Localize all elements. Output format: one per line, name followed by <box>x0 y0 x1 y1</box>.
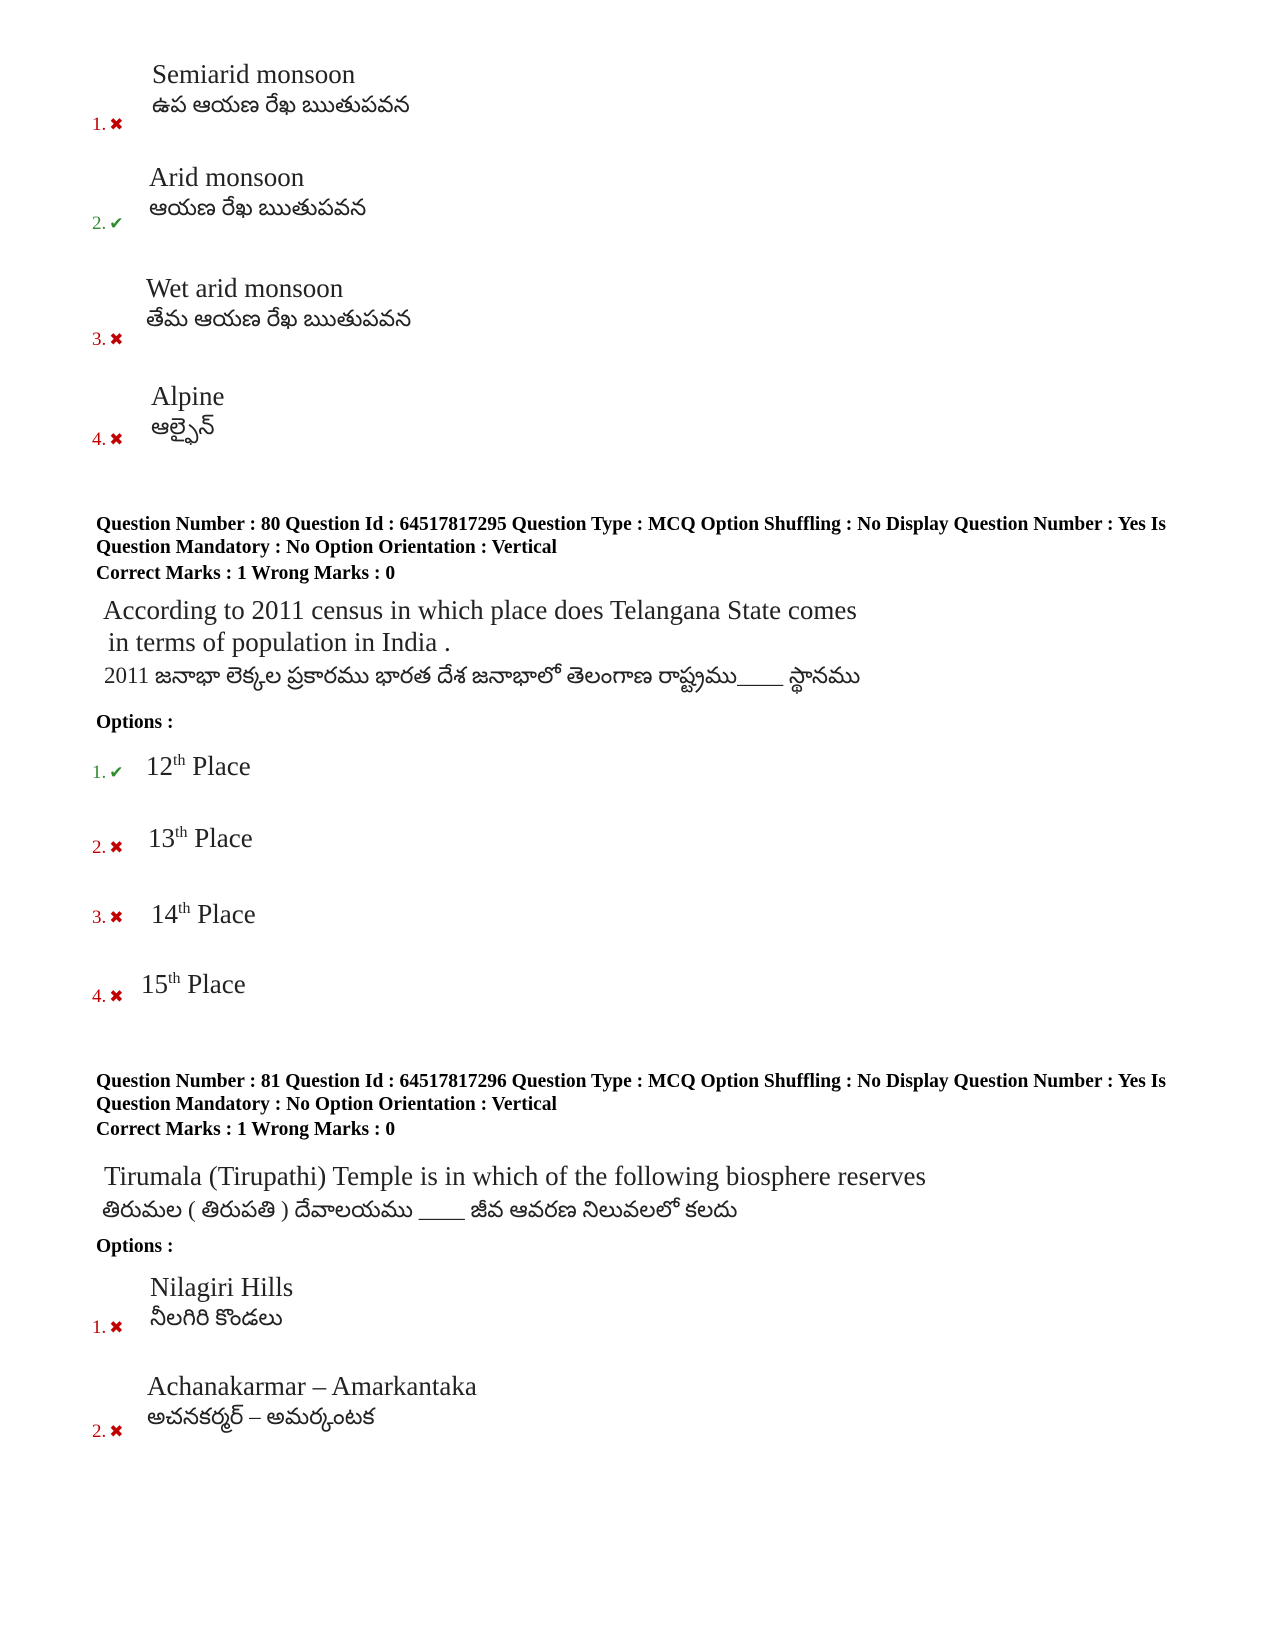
option-text-en: Semiarid monsoon <box>152 59 356 89</box>
option-number-value: 15 <box>141 969 168 999</box>
option-number: 1. <box>92 762 107 783</box>
question-text-en-line2: in terms of population in India . <box>108 627 451 657</box>
question-text-en-line1: Tirumala (Tirupathi) Temple is in which of the following biosphere reserves <box>104 1161 926 1191</box>
option-word: Place <box>192 751 251 781</box>
option-number: 2. <box>92 213 107 234</box>
option-word: Place <box>187 969 246 999</box>
option-text-en: Arid monsoon <box>149 162 305 192</box>
cross-icon: ✖ <box>109 330 124 349</box>
cross-icon: ✖ <box>109 987 124 1006</box>
question-text-te: తిరుమల ( తిరుపతి ) దేవాలయము ____ జీవ ఆవరణ నిలువలలో కలదు <box>102 1197 738 1222</box>
option-number: 4. <box>92 986 107 1007</box>
question-text-te: 2011 జనాభా లెక్కల ప్రకారము భారత దేశ జనాభాలో తెలంగాణ రాష్ట్రము____ స్థానము <box>104 663 861 688</box>
cross-icon: ✖ <box>109 1422 124 1441</box>
question-meta: Question Number : 80 Question Id : 64517817295 Question Type : MCQ Option Shuffling : No Display Question Number : Yes Is Question Mandatory : No Option Orientation : Vertical <box>96 514 1166 558</box>
checkmark-icon: ✔ <box>109 214 124 233</box>
options-label: Options : <box>96 1236 174 1257</box>
option-text-te: అచనకర్మర్ – అమర్కంటక <box>147 1404 375 1429</box>
option-suffix: th <box>178 900 191 917</box>
option-word: Place <box>197 899 256 929</box>
option-number: 2. <box>92 1421 107 1442</box>
option-text-en: Achanakarmar – Amarkantaka <box>147 1371 477 1401</box>
option-number: 3. <box>92 329 107 350</box>
option-suffix: th <box>175 824 188 841</box>
cross-icon: ✖ <box>109 908 124 927</box>
option-number: 4. <box>92 429 107 450</box>
option-number: 1. <box>92 1317 107 1338</box>
option-text-te: ఆల్ఫైన్ <box>151 414 215 439</box>
option-text-en: Nilagiri Hills <box>150 1272 294 1302</box>
question-marks: Correct Marks : 1 Wrong Marks : 0 <box>96 1119 396 1140</box>
option-number: 3. <box>92 907 107 928</box>
question-marks: Correct Marks : 1 Wrong Marks : 0 <box>96 563 396 584</box>
option-text-te: ఉప ఆయణ రేఖ ఋతుపవన <box>152 92 410 117</box>
option-text-te: తేమ ఆయణ రేఖ ఋతుపవన <box>146 306 412 331</box>
cross-icon: ✖ <box>109 838 124 857</box>
option-text-en: Alpine <box>151 381 225 411</box>
option-number-value: 13 <box>148 823 175 853</box>
option-number-value: 14 <box>151 899 178 929</box>
option-number: 1. <box>92 114 107 135</box>
option-text-en: Wet arid monsoon <box>146 273 344 303</box>
option-text-te: ఆయణ రేఖ ఋతుపవన <box>149 195 367 220</box>
option-text-te: నీలగిరి కొండలు <box>150 1305 283 1330</box>
option-suffix: th <box>168 970 181 987</box>
option-suffix: th <box>173 752 186 769</box>
question-meta: Question Number : 81 Question Id : 64517817296 Question Type : MCQ Option Shuffling : No Display Question Number : Yes Is Question Mandatory : No Option Orientation : Vertical <box>96 1071 1166 1115</box>
option-number: 2. <box>92 837 107 858</box>
cross-icon: ✖ <box>109 430 124 449</box>
checkmark-icon: ✔ <box>109 763 124 782</box>
options-label: Options : <box>96 712 174 733</box>
cross-icon: ✖ <box>109 115 124 134</box>
option-word: Place <box>194 823 253 853</box>
option-number-value: 12 <box>146 751 173 781</box>
question-text-en-line1: According to 2011 census in which place does Telangana State comes <box>103 595 857 625</box>
cross-icon: ✖ <box>109 1318 124 1337</box>
